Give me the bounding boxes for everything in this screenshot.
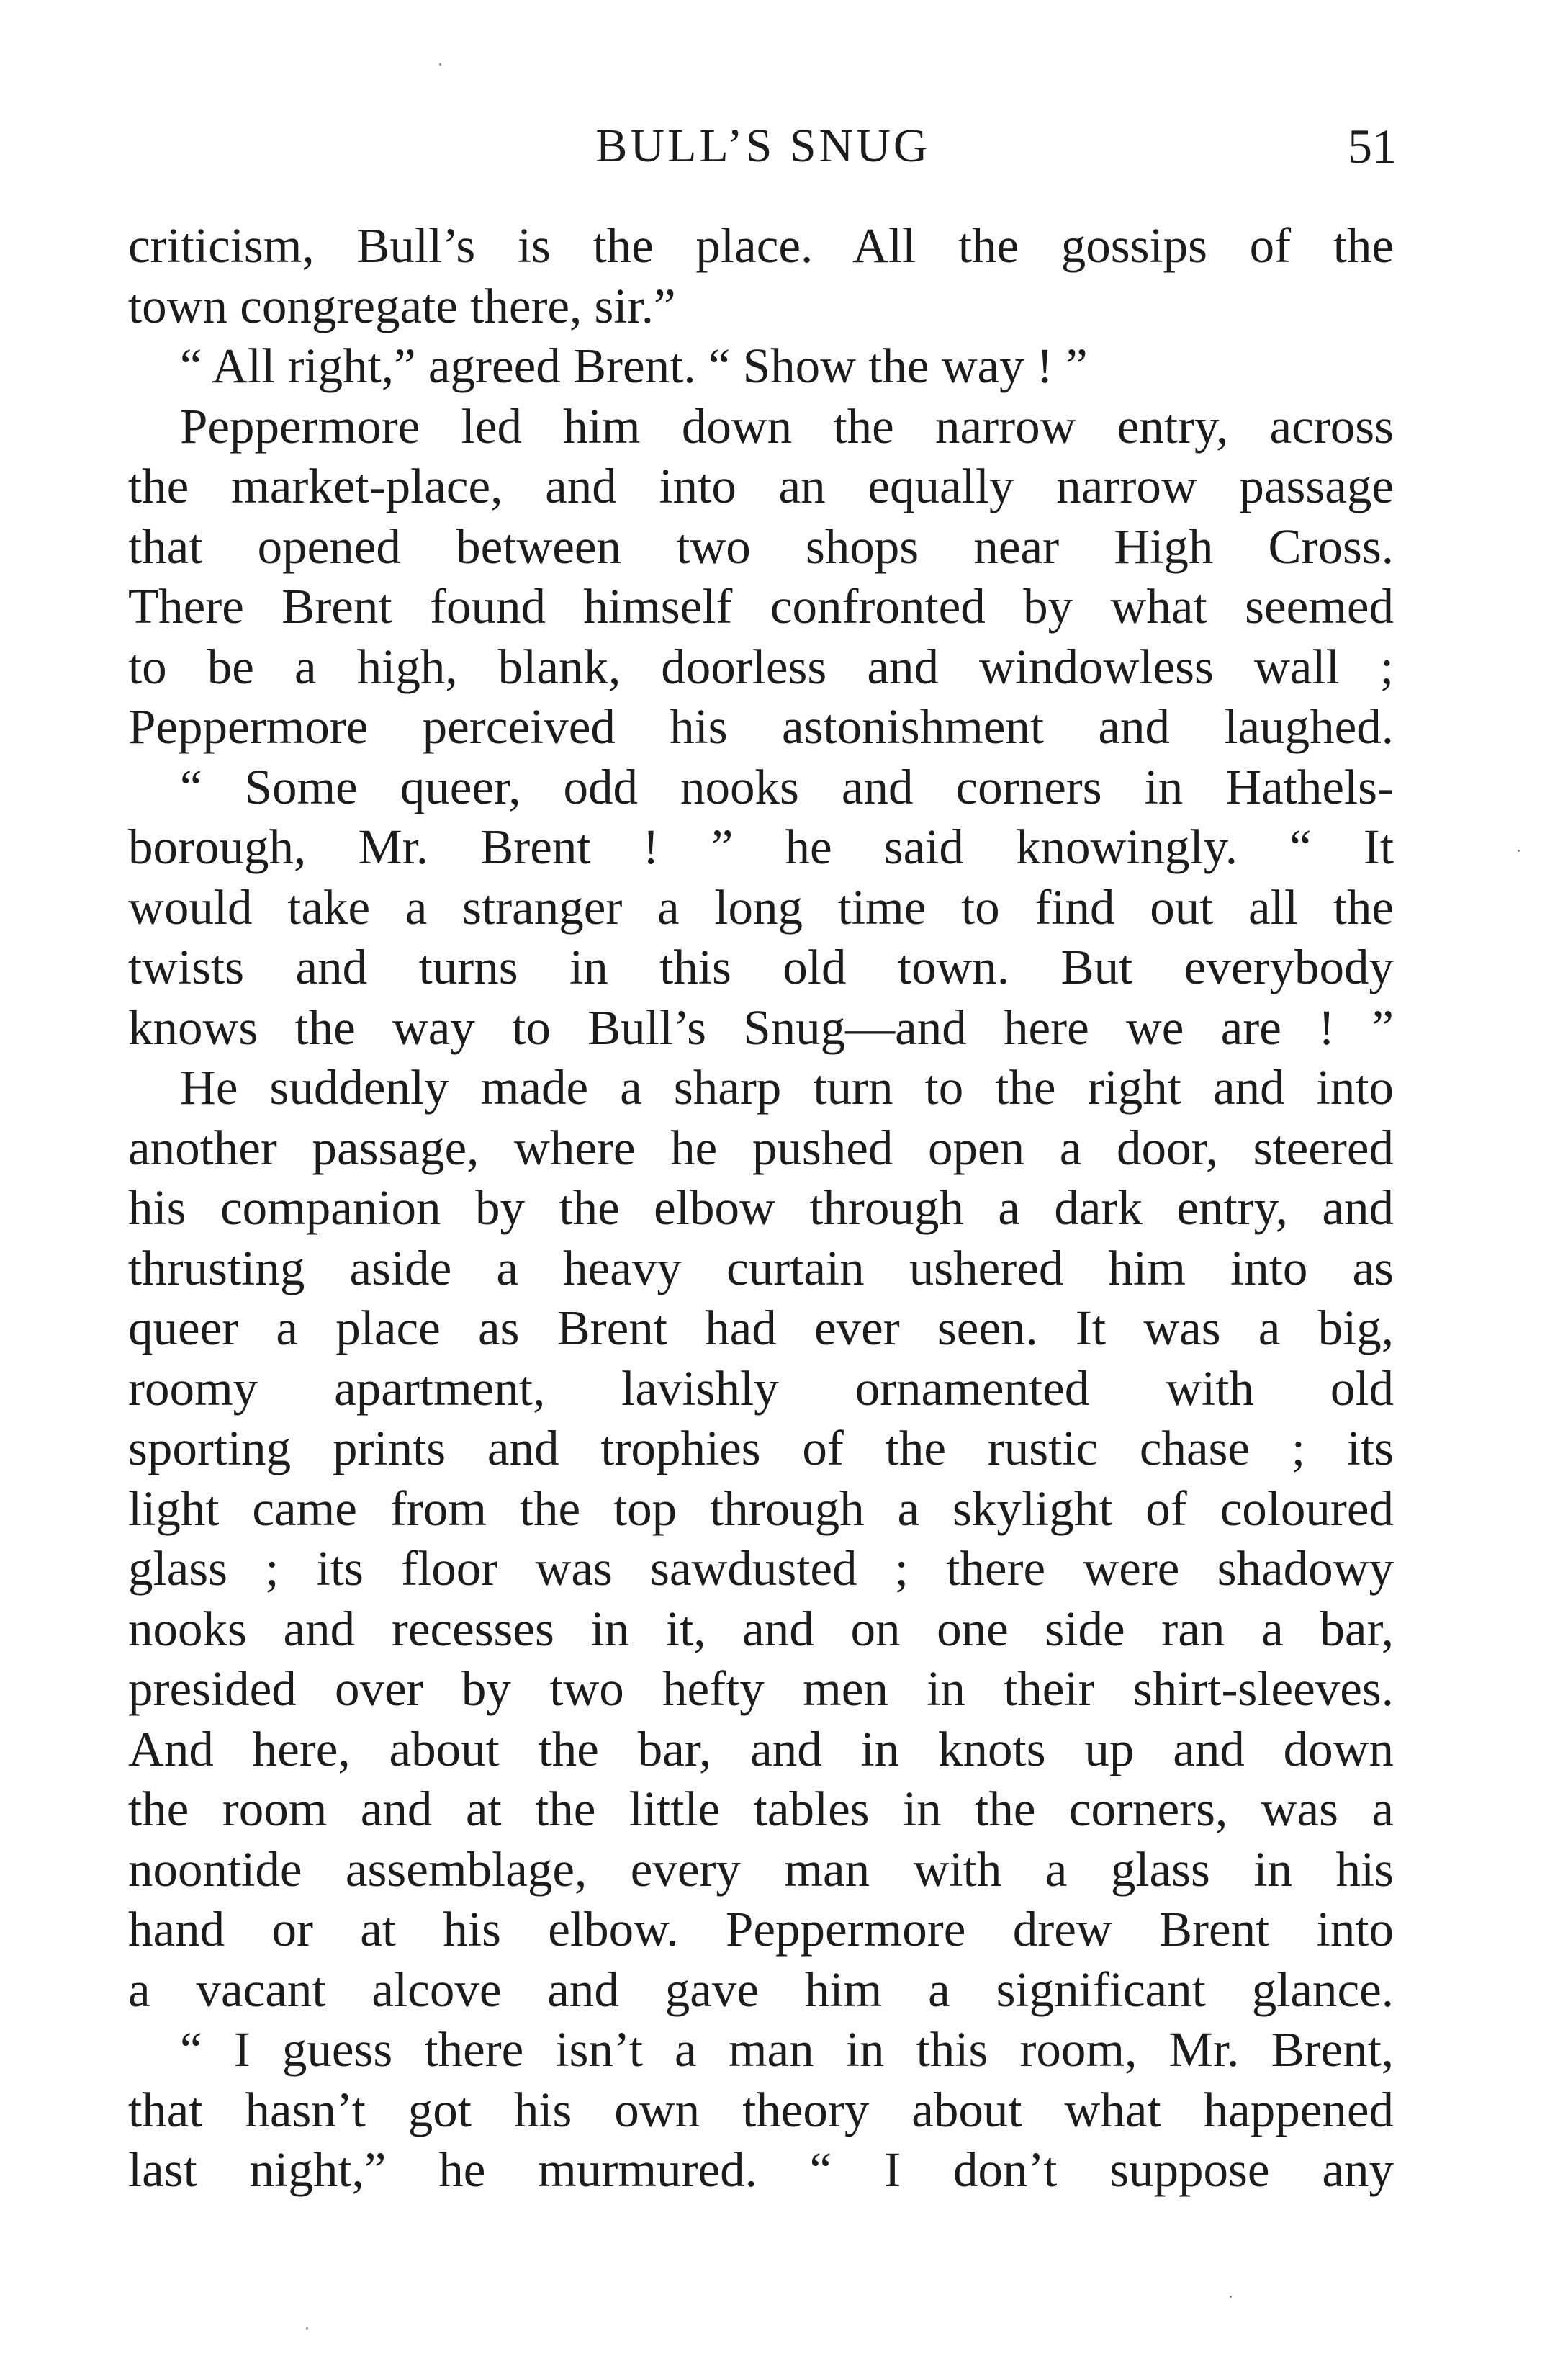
text-line: glass ; its floor was sawdusted ; there were shadowy [128,1541,1394,1596]
text-line: queer a place as Brent had ever seen. It was a big, [128,1300,1394,1355]
running-head [130,114,1397,179]
text-line: a vacant alcove and gave him a significant glance. [128,1962,1394,2017]
text-line: to be a high, blank, doorless and windowless wall ; [128,639,1394,694]
text-line: hand or at his elbow. Peppermore drew Brent into [128,1902,1394,1957]
text-line: thrusting aside a heavy curtain ushered him into as [128,1240,1394,1295]
text-line: sporting prints and trophies of the rustic chase ; its [128,1421,1394,1475]
paper-speck [1230,2296,1232,2298]
text-line: “ All right,” agreed Brent. “ Show the way ! ” [180,338,1088,393]
text-line: would take a stranger a long time to find out all the [128,879,1394,935]
text-line: noontide assemblage, every man with a glass in his [128,1841,1394,1897]
text-line: knows the way to Bull’s Snug—and here we are ! ” [128,999,1394,1055]
paper-speck [439,63,441,66]
text-line: presided over by two hefty men in their shirt-sleeves. [128,1661,1394,1716]
text-line: And here, about the bar, and in knots up and down [128,1721,1394,1776]
text-line: Peppermore led him down the narrow entry, across [180,398,1394,454]
text-line: his companion by the elbow through a dark entry, and [128,1180,1394,1235]
text-line: light came from the top through a skylight of coloured [128,1481,1394,1536]
text-line: that hasn’t got his own theory about what happened [128,2082,1394,2137]
paper-speck [1518,850,1520,852]
text-line: another passage, where he pushed open a door, steered [128,1120,1394,1175]
text-line: criticism, Bull’s is the place. All the gossips of the [128,218,1394,273]
text-line: the market-place, and into an equally narrow passage [128,459,1394,513]
running-title: BULL’S SNUG [595,120,931,172]
text-line: “ I guess there isn’t a man in this room, Mr. Brent, [180,2022,1394,2077]
text-line: roomy apartment, lavishly ornamented with old [128,1360,1394,1416]
text-line: the room and at the little tables in the corners, was a [128,1782,1394,1836]
text-line: borough, Mr. Brent ! ” he said knowingly. “ It [128,819,1394,874]
body-text [128,216,1394,2201]
text-line: that opened between two shops near High Cross. [128,518,1394,574]
text-line: He suddenly made a sharp turn to the right and into [180,1060,1394,1115]
text-line: town congregate there, sir.” [128,278,676,333]
text-line: twists and turns in this old town. But everybody [128,940,1394,994]
text-line: nooks and recesses in it, and on one side ran a bar, [128,1601,1394,1656]
paper-speck [306,2327,308,2330]
text-line: “ Some queer, odd nooks and corners in Hathels- [180,759,1394,814]
page-number: 51 [1348,119,1397,174]
text-line: There Brent found himself confronted by what seemed [128,579,1394,634]
text-line: Peppermore perceived his astonishment and laughed. [128,699,1394,754]
text-line: last night,” he murmured. “ I don’t suppose any [128,2142,1394,2197]
